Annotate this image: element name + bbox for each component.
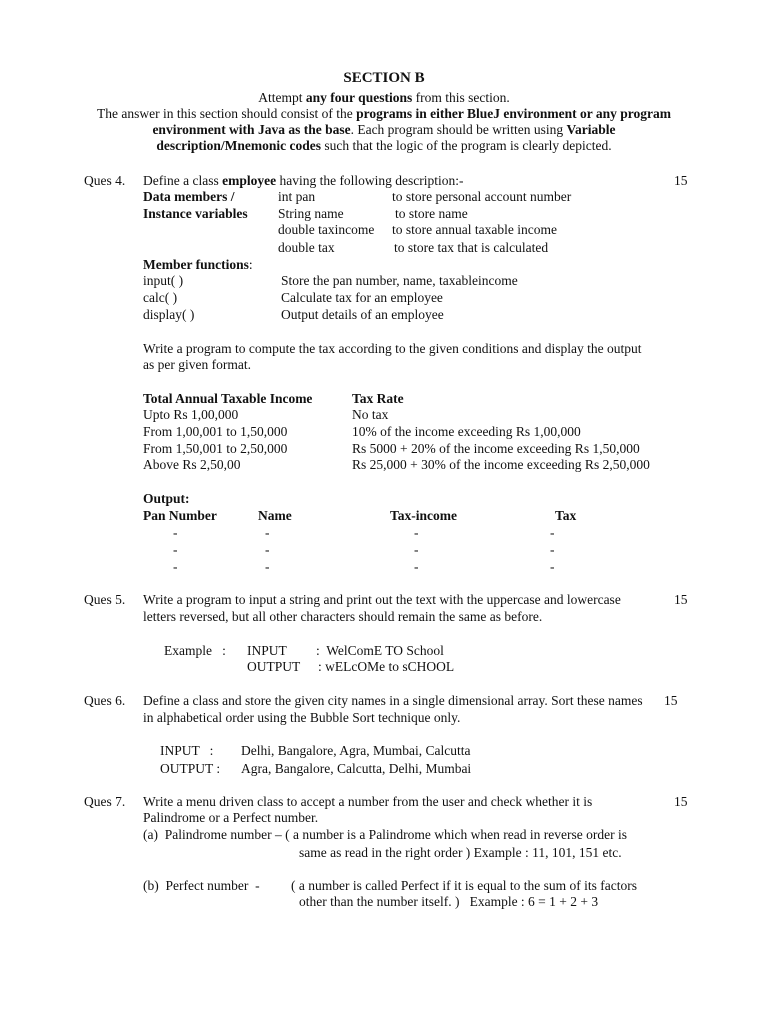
instruction-bold: environment with Java as the base	[152, 122, 351, 137]
q5-label: Ques 5.	[84, 592, 126, 607]
member-desc: to store annual taxable income	[392, 222, 557, 237]
instruction-text: Attempt	[258, 90, 306, 105]
instruction-line-3	[0, 122, 768, 138]
instruction-line-2	[0, 106, 768, 122]
section-title: SECTION B	[343, 70, 425, 86]
q6-input-label: INPUT :	[160, 743, 214, 758]
q5-input-label: INPUT	[247, 643, 287, 658]
q5-output-label: OUTPUT	[247, 659, 301, 674]
instruction-text: The answer in this section should consist of the	[97, 106, 357, 121]
member-desc: to store name	[395, 206, 468, 221]
q4-instance-variables-label: Instance variables	[143, 206, 248, 221]
tax-income-slab: Upto Rs 1,00,000	[143, 407, 239, 422]
q4-member-functions-label	[143, 257, 253, 273]
output-col-name: Name	[258, 508, 292, 523]
q5-input-value: : WelComE TO School	[316, 643, 444, 658]
tax-rate: No tax	[352, 407, 389, 422]
q4-task-line-1: Write a program to compute the tax according to the given conditions and display the output	[143, 341, 642, 356]
q4-marks: 15	[674, 173, 688, 188]
tax-rate: 10% of the income exceeding Rs 1,00,000	[352, 424, 581, 439]
output-dash: -	[550, 525, 555, 540]
q7-option-a-line-1: (a) Palindrome number – ( a number is a Palindrome which when read in reverse order is	[143, 827, 627, 842]
function-desc: Output details of an employee	[281, 307, 444, 322]
instruction-line-1	[0, 90, 768, 106]
q5-line-1: Write a program to input a string and print out the text with the uppercase and lowercase	[143, 592, 621, 607]
q4-class-name: employee	[222, 173, 277, 188]
member-functions-heading: Member functions	[143, 257, 249, 272]
instruction-text: from this section.	[412, 90, 510, 105]
output-col-pan: Pan Number	[143, 508, 217, 523]
q6-line-1: Define a class and store the given city names in a single dimensional array. Sort these names	[143, 693, 643, 708]
output-dash: -	[414, 559, 419, 574]
output-dash: -	[265, 542, 270, 557]
q7-option-b-line-2: other than the number itself. ) Example : 6 = 1 + 2 + 3	[299, 894, 599, 909]
output-dash: -	[173, 542, 178, 557]
tax-income-slab: From 1,00,001 to 1,50,000	[143, 424, 288, 439]
output-dash: -	[414, 525, 419, 540]
tax-rate: Rs 25,000 + 30% of the income exceeding Rs 2,50,000	[352, 457, 650, 472]
member-decl: int pan	[278, 189, 316, 204]
output-dash: -	[550, 542, 555, 557]
q6-line-2: in alphabetical order using the Bubble Sort technique only.	[143, 710, 461, 725]
q4-intro-text: having the following description:-	[276, 173, 464, 188]
instruction-line-4	[0, 138, 768, 154]
member-desc: to store tax that is calculated	[394, 240, 549, 255]
output-col-taxincome: Tax-income	[390, 508, 457, 523]
member-decl: double tax	[278, 240, 335, 255]
member-decl: String name	[278, 206, 344, 221]
tax-income-slab: From 1,50,001 to 2,50,000	[143, 441, 288, 456]
q7-option-a-line-2: same as read in the right order ) Example : 11, 101, 151 etc.	[299, 845, 622, 860]
q7-line-2: Palindrome or a Perfect number.	[143, 810, 319, 825]
instruction-bold: Variable	[566, 122, 616, 137]
q7-option-b-line-1: ( a number is called Perfect if it is equal to the sum of its factors	[291, 878, 638, 893]
q5-example-label: Example :	[164, 643, 226, 658]
instruction-bold: any four questions	[305, 90, 413, 105]
q7-line-1: Write a menu driven class to accept a number from the user and check whether it is	[143, 794, 593, 809]
function-name: input( )	[143, 273, 184, 288]
tax-table-head-income: Total Annual Taxable Income	[143, 391, 313, 406]
output-dash: -	[550, 559, 555, 574]
function-name: calc( )	[143, 290, 178, 305]
function-desc: Calculate tax for an employee	[281, 290, 443, 305]
colon: :	[248, 257, 253, 272]
tax-table-head-rate: Tax Rate	[352, 391, 404, 406]
q4-label: Ques 4.	[84, 173, 126, 188]
q7-marks: 15	[674, 794, 688, 809]
q4-data-members-label: Data members /	[143, 189, 235, 204]
instruction-bold: programs in either BlueJ environment or any program	[356, 106, 671, 121]
q5-output-value: : wELcOMe to sCHOOL	[318, 659, 455, 674]
q7-option-b-label: (b) Perfect number -	[143, 878, 260, 893]
output-dash: -	[173, 559, 178, 574]
output-dash: -	[414, 542, 419, 557]
output-dash: -	[265, 525, 270, 540]
q6-marks: 15	[664, 693, 678, 708]
q4-task-line-2: as per given format.	[143, 357, 251, 372]
q4-intro	[143, 173, 464, 189]
output-dash: -	[173, 525, 178, 540]
tax-income-slab: Above Rs 2,50,00	[143, 457, 241, 472]
function-name: display( )	[143, 307, 195, 322]
instruction-text: . Each program should be written using	[350, 122, 567, 137]
instruction-text: such that the logic of the program is clearly depicted.	[321, 138, 612, 153]
member-desc: to store personal account number	[392, 189, 572, 204]
q6-label: Ques 6.	[84, 693, 126, 708]
member-decl: double taxincome	[278, 222, 375, 237]
q5-line-2: letters reversed, but all other characters should remain the same as before.	[143, 609, 543, 624]
q6-output-value: Agra, Bangalore, Calcutta, Delhi, Mumbai	[241, 761, 472, 776]
tax-rate: Rs 5000 + 20% of the income exceeding Rs 1,50,000	[352, 441, 640, 456]
q6-output-label: OUTPUT :	[160, 761, 221, 776]
output-col-tax: Tax	[555, 508, 577, 523]
q7-label: Ques 7.	[84, 794, 126, 809]
q4-output-label: Output:	[143, 491, 190, 506]
instruction-bold: description/Mnemonic codes	[156, 138, 322, 153]
q4-intro-text: Define a class	[143, 173, 223, 188]
output-dash: -	[265, 559, 270, 574]
function-desc: Store the pan number, name, taxableincome	[281, 273, 518, 288]
q5-marks: 15	[674, 592, 688, 607]
q6-input-value: Delhi, Bangalore, Agra, Mumbai, Calcutta	[241, 743, 471, 758]
